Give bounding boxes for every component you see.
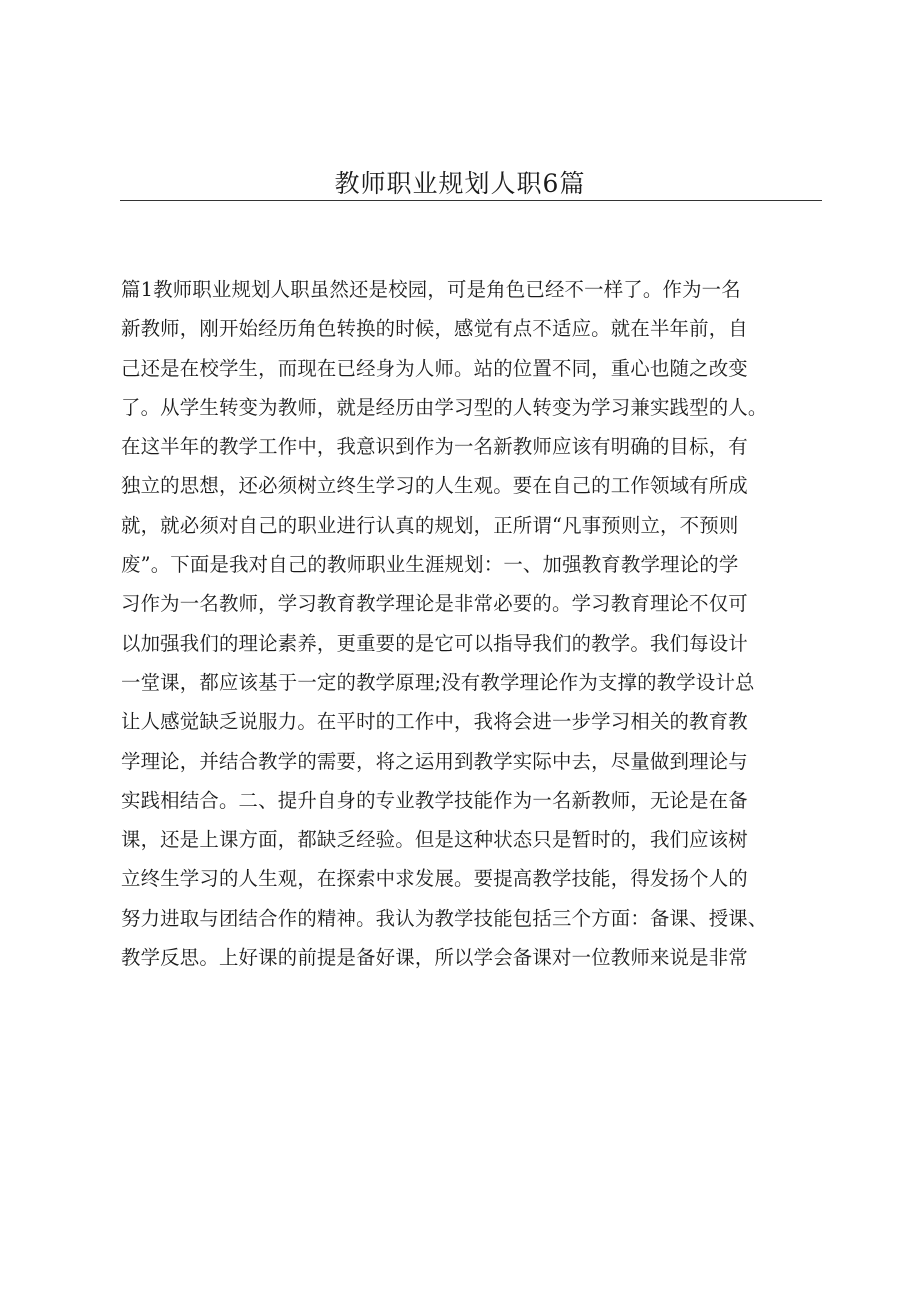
text-line: 立终生学习的人生观，在探索中求发展。要提高教学技能，得发扬个人的 [121,867,748,891]
text-line: 就，就必须对自己的职业进行认真的规划，正所谓“凡事预则立，不预则 [121,513,739,537]
text-line: 篇1教师职业规划人职虽然还是校园，可是角色已经不一样了。作为一名 [121,278,741,301]
title-underline [120,200,822,201]
body-paragraph [121,270,768,977]
text-line: 习作为一名教师，学习教育教学理论是非常必要的。学习教育理论不仅可 [121,592,748,616]
text-line: 在这半年的教学工作中，我意识到作为一名新教师应该有明确的目标，有 [121,435,748,459]
text-line: 课，还是上课方面，都缺乏经验。但是这种状态只是暂时的，我们应该树 [121,828,748,852]
text-line: 了。从学生转变为教师，就是经历由学习型的人转变为学习兼实践型的人。 [121,395,768,419]
text-line: 废”。下面是我对自己的教师职业生涯规划：一、加强教育教学理论的学 [121,553,739,577]
text-line: 独立的思想，还必须树立终生学习的人生观。要在自己的工作领域有所成 [121,474,748,498]
text-line: 教学反思。上好课的前提是备好课，所以学会备课对一位教师来说是非常 [121,946,748,970]
text-line: 以加强我们的理论素养，更重要的是它可以指导我们的教学。我们每设计 [121,631,748,655]
text-line: 己还是在校学生，而现在已经身为人师。站的位置不同，重心也随之改变 [121,356,748,380]
text-line: 让人感觉缺乏说服力。在平时的工作中，我将会进一步学习相关的教育教 [121,710,748,734]
document-title: 教师职业规划人职6篇 [334,169,586,198]
text-line: 一堂课，都应该基于一定的教学原理;没有教学理论作为支撑的教学设计总 [121,670,755,694]
text-line: 实践相结合。二、提升自身的专业教学技能作为一名新教师，无论是在备 [121,788,748,812]
text-line: 新教师，刚开始经历角色转换的时候，感觉有点不适应。就在半年前，自 [121,317,748,341]
text-line: 努力进取与团结合作的精神。我认为教学技能包括三个方面：备课、授课、 [121,906,768,930]
text-line: 学理论，并结合教学的需要，将之运用到教学实际中去，尽量做到理论与 [121,749,748,773]
